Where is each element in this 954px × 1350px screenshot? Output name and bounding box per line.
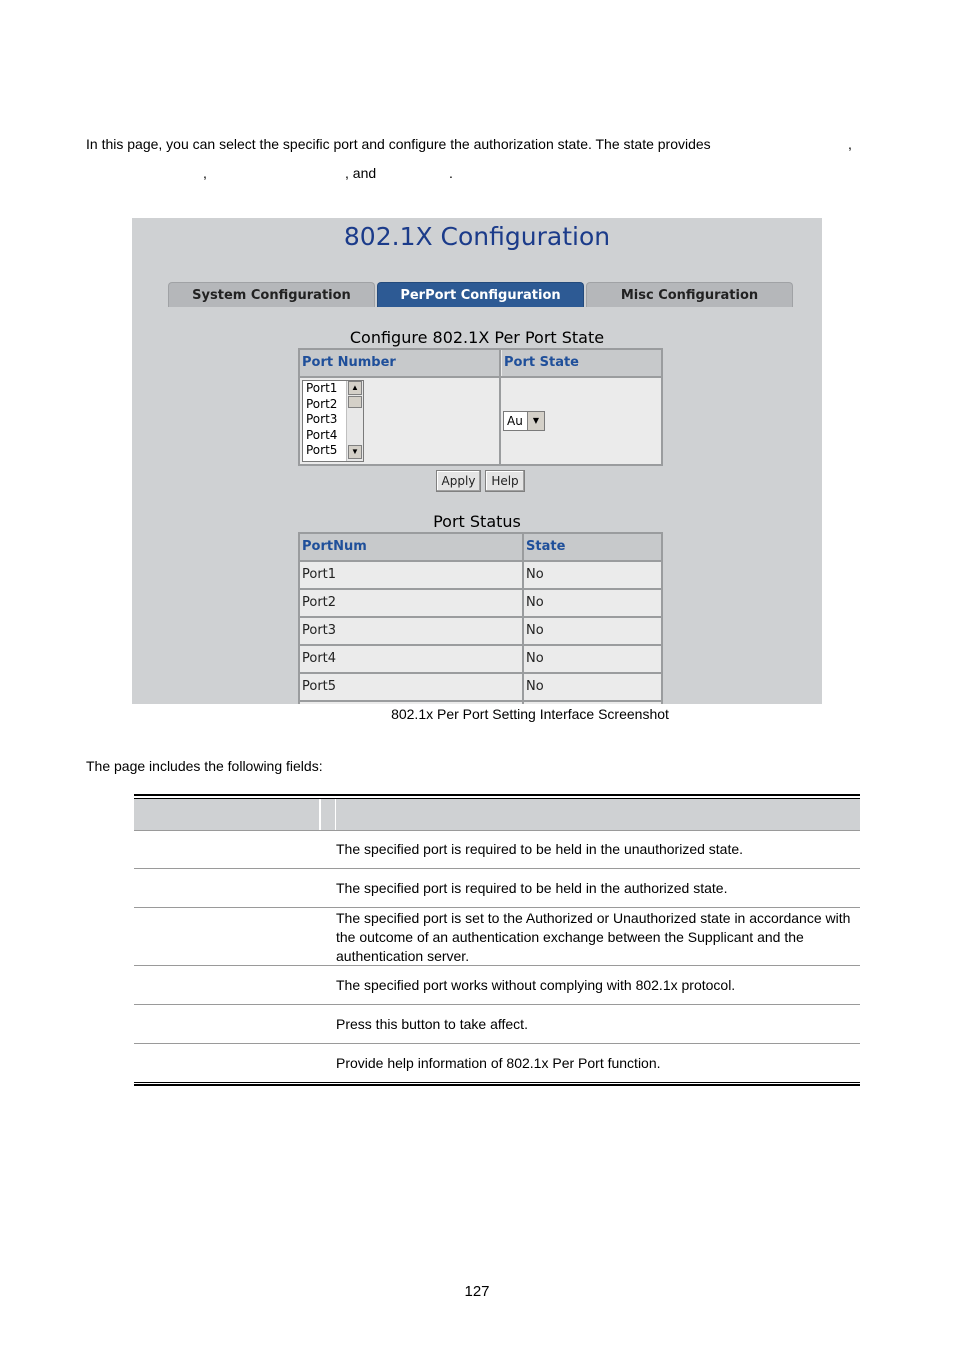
field-description: The specified port works without complying with 802.1x protocol. — [336, 977, 736, 993]
field-description: Provide help information of 802.1x Per Port function. — [336, 1055, 661, 1071]
help-button[interactable]: Help — [485, 470, 525, 492]
fields-table-header — [134, 799, 860, 830]
status-state-cell: No — [524, 646, 661, 672]
port-option[interactable]: Port2 — [306, 396, 338, 411]
field-description: The specified port is required to be held in the authorized state. — [336, 880, 728, 896]
table-rule — [134, 1084, 860, 1086]
status-state-cell: No — [524, 618, 661, 644]
portnum-header: PortNum — [300, 534, 522, 560]
port-option[interactable]: Port3 — [306, 412, 338, 427]
status-state-cell: No — [524, 562, 661, 588]
port-option[interactable]: Port5 — [306, 443, 338, 458]
port-state-header: Port State — [502, 350, 661, 376]
intro-period: . — [449, 165, 453, 181]
tab-misc-configuration[interactable]: Misc Configuration — [586, 282, 793, 307]
status-port-cell: Port4 — [300, 646, 522, 672]
status-port-cell: Port2 — [300, 590, 522, 616]
field-description: Press this button to take affect. — [336, 1016, 528, 1032]
field-description: The specified port is set to the Authorized or Unauthorized state in accordance with the outcome of an authentication exchange between the Supplicant and the authentication server. — [336, 910, 851, 964]
scroll-up-icon[interactable]: ▲ — [348, 381, 362, 395]
scrollbar-thumb[interactable] — [348, 396, 362, 408]
field-description: The specified port is required to be held in the unauthorized state. — [336, 841, 744, 857]
status-port-cell: Port1 — [300, 562, 522, 588]
port-state-value: Au — [507, 414, 523, 428]
status-state-cell: No — [524, 674, 661, 700]
port-number-header: Port Number — [300, 350, 500, 376]
table-rule — [134, 1082, 860, 1083]
listbox-scrollbar[interactable] — [346, 381, 363, 461]
fields-intro: The page includes the following fields: — [86, 758, 323, 774]
tab-system-configuration[interactable]: System Configuration — [168, 282, 375, 307]
row-divider — [300, 700, 661, 702]
apply-button[interactable]: Apply — [436, 470, 481, 492]
port-status-title: Port Status — [433, 512, 521, 531]
header-separator — [335, 799, 336, 830]
table-divider — [300, 376, 661, 378]
status-port-cell: Port3 — [300, 618, 522, 644]
table-rule — [134, 794, 860, 796]
table-divider — [499, 350, 501, 464]
intro-comma-2: , — [203, 165, 207, 181]
page-title: 802.1X Configuration — [343, 222, 611, 251]
scroll-down-icon[interactable]: ▼ — [348, 445, 362, 459]
tab-perport-configuration[interactable]: PerPort Configuration — [377, 282, 584, 307]
intro-comma-1: , — [848, 136, 852, 152]
port-option[interactable]: Port1 — [306, 381, 338, 395]
status-port-cell: Port5 — [300, 674, 522, 700]
port-state-select[interactable] — [503, 411, 545, 431]
intro-line-1: In this page, you can select the specific port and configure the authorization state. The state provides — [86, 136, 711, 152]
port-option[interactable]: Port4 — [306, 427, 338, 442]
header-separator — [319, 799, 321, 830]
figure-caption: 802.1x Per Port Setting Interface Screenshot — [391, 706, 669, 722]
intro-and: , and — [345, 165, 377, 181]
chevron-down-icon: ▼ — [527, 412, 544, 430]
status-state-cell: No — [524, 590, 661, 616]
per-port-section-title: Configure 802.1X Per Port State — [349, 328, 605, 347]
config-screenshot — [132, 218, 822, 704]
state-header: State — [524, 534, 661, 560]
page-number: 127 — [464, 1283, 490, 1300]
